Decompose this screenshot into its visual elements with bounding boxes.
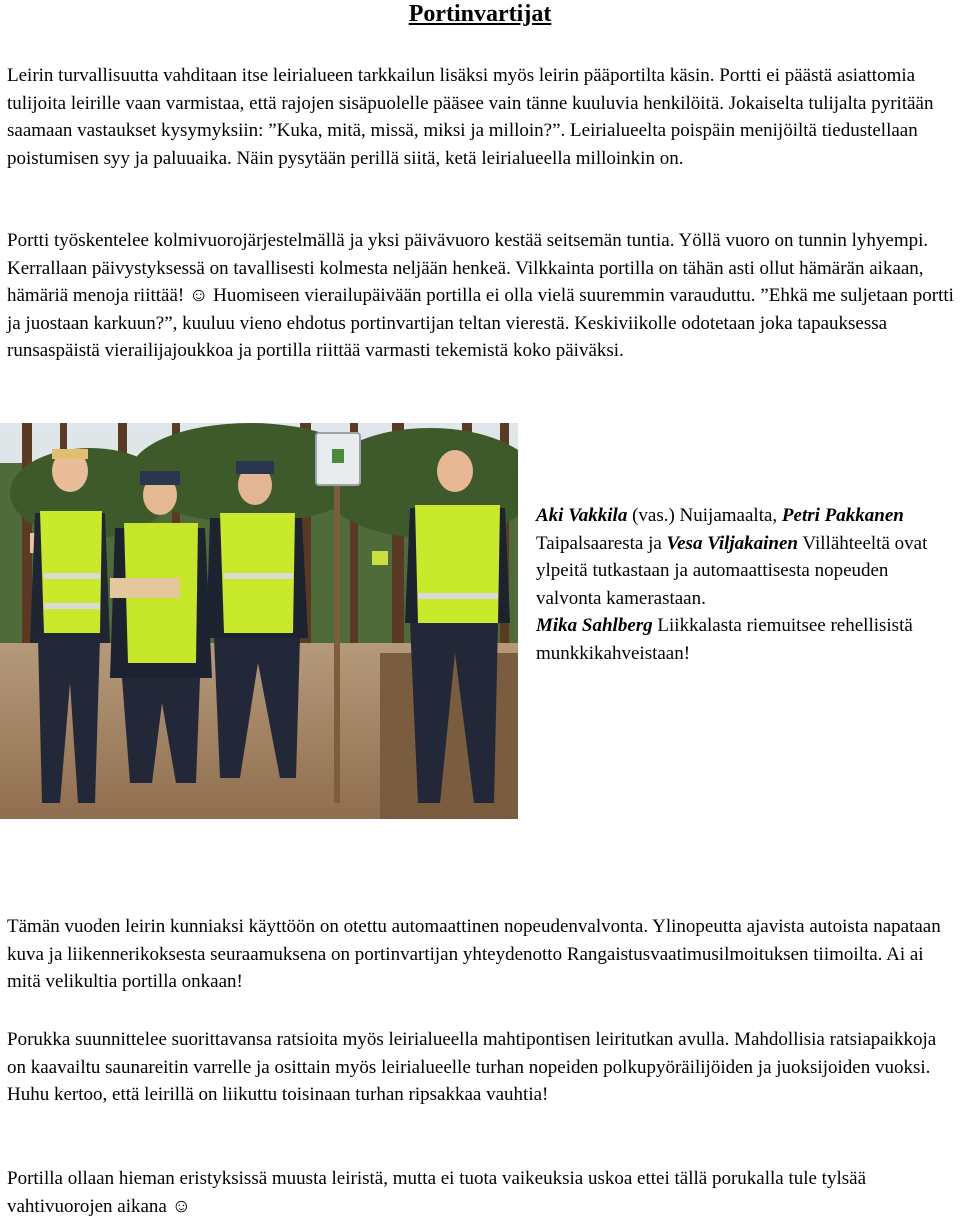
caption-name-aki: Aki Vakkila xyxy=(536,505,628,526)
caption-text-vas: (vas.) Nuijamaalta, xyxy=(627,505,782,526)
paragraph-speed-camera: Tämän vuoden leirin kunniaksi käyttöön on otettu automaattinen nopeudenvalvonta. Ylinopeutta ajavista autoista napataan kuva ja liikennerikoksesta seuraamuksena on portinvartijan yhteydenotto Rangaistusvaatimusilmoituksen tiimoilta. Ai ai mitä velikultia portilla onkaan! xyxy=(7,916,941,992)
caption-name-vesa: Vesa Viljakainen xyxy=(666,532,798,554)
caption-text-rest-2: Liikkalasta riemuitsee rehellisistä munkkikahveistaan! xyxy=(536,615,913,664)
caption-line-2 xyxy=(536,612,936,667)
paragraph-shifts: Portti työskentelee kolmivuorojärjestelmällä ja yksi päivävuoro kestää seitsemän tuntia. Yöllä vuoro on tunnin lyhyempi. Kerrallaan päivystyksessä on tavallisesti kolmesta neljään henkeä. Vilkkainta portilla on tähän asti ollut hämärän aikaan, hämäriä menoja riittää! ☺ Huomiseen vierailupäivään portilla ei olla vielä suuremmin varauduttu. ”Ehkä me suljetaan portti ja juostaan karkuun?”, kuuluu vieno ehdotus portinvartijan teltan vierestä. Keskiviikolle odotetaan joka tapauksessa runsaspäistä vierailijajoukkoa ja portilla riittää varmasti tekemistä koko päiväksi. xyxy=(7,230,954,361)
coffee-cup xyxy=(372,551,388,565)
caption-line-1 xyxy=(536,502,936,612)
caption-name-petri: Petri Pakkanen xyxy=(781,505,904,526)
speed-camera-sign xyxy=(110,578,180,598)
paragraph-intro: Leirin turvallisuutta vahditaan itse leirialueen tarkkailun lisäksi myös leirin pääportilta käsin. Portti ei päästä asiattomia tulijoita leirille vaan varmistaa, että rajojen sisäpuolelle pääsee vain tänne kuuluvia henkilöitä. Jokaiselta tulijalta pyritään saamaan vastaukset kysymyksiin: ”Kuka, mitä, missä, miksi ja milloin?”. Leirialueelta poispäin menijöiltä tiedustellaan poistumisen syy ja paluuaika. Näin pysytään perillä siitä, ketä leirialueella milloinkin on. xyxy=(7,65,934,169)
paragraph-radar-checks: Porukka suunnittelee suorittavansa ratsioita myös leirialueella mahtipontisen leiritutkan avulla. Mahdollisia ratsiapaikkoja on kaavailtu saunareitin varrelle ja osittain myös leirialueelle turhan nopeiden polkupyöräilijöiden ja juoksijoiden vuoksi. Huhu kertoo, että leirillä on liikuttu toisinaan turhan ripsakkaa vauhtia! xyxy=(7,1029,937,1105)
photo-caption xyxy=(536,502,936,667)
page-title: Portinvartijat xyxy=(408,1,552,27)
caption-text-rest-1: Villähteeltä ovat ylpeitä tutkastaan ja automaattisesta nopeuden valvonta kamerastaan. xyxy=(536,532,928,609)
caption-text-taipalsaari: Taipalsaaresta ja xyxy=(536,532,667,554)
paragraph-isolation: Portilla ollaan hieman eristyksissä muusta leiristä, mutta ei tuota vaikeuksia uskoa ettei tällä porukalla tule tylsää vahtivuorojen aikana ☺ xyxy=(7,1168,866,1217)
caption-name-mika: Mika Sahlberg xyxy=(536,615,653,636)
gate-guards-photo xyxy=(0,423,518,819)
